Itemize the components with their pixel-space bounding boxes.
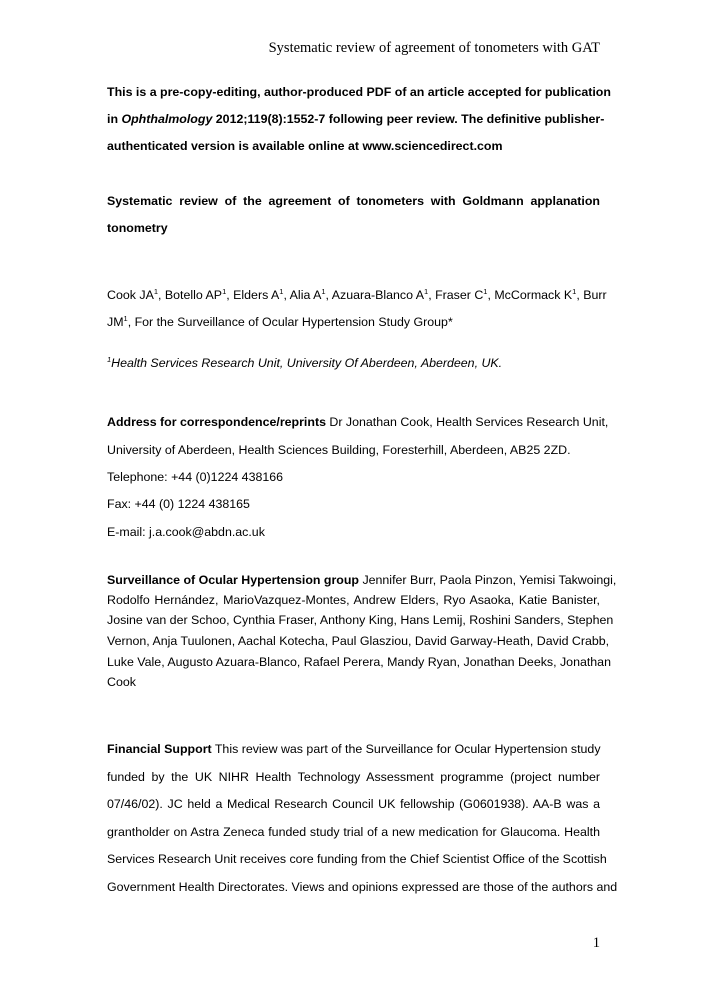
group-member-line: Luke Vale, Augusto Azuara-Blanco, Rafael Perera, Mandy Ryan, Jonathan Deeks, Jonathan: [107, 655, 611, 669]
group-member-line: Vernon, Anja Tuulonen, Aachal Kotecha, Paul Glasziou, David Garway-Heath, David Crabb,: [107, 634, 610, 648]
author-name: Cook JA: [107, 288, 154, 302]
financial-line: Services Research Unit receives core funding from the Chief Scientist Office of the Scottish: [107, 852, 607, 866]
author-list-line-1: Cook $JA^1$, Botello $AP^1$, Elders $A^1$, Alia $A^1$, Azuara-Blanco $A^1$, Fraser $C^1$, McCormack $K^1$, Burr: [107, 287, 607, 302]
journal-name: Ophthalmology: [121, 112, 213, 126]
financial-line-1: Financial Support This review was part of the Surveillance for Ocular Hypertension study: [107, 742, 601, 756]
financial-line: Government Health Directorates. Views and opinions expressed are those of the authors and: [107, 880, 618, 894]
group-label: Surveillance of Ocular Hypertension group: [107, 573, 359, 587]
correspondence-line-2: University of Aberdeen, Health Sciences Building, Foresterhill, Aberdeen, AB25 2ZD.: [107, 443, 571, 457]
author-name: McCormack K: [494, 288, 573, 302]
email: E-mail: j.a.cook@abdn.ac.uk: [107, 525, 265, 539]
telephone: Telephone: +44 (0)1224 438166: [107, 470, 284, 484]
author-name: Botello AP: [164, 288, 223, 302]
fax: Fax: +44 (0) 1224 438165: [107, 497, 250, 511]
correspondence-line-1: Address for correspondence/reprints Dr Jonathan Cook, Health Services Research Unit,: [107, 415, 609, 429]
financial-line: funded by the UK NIHR Health Technology Assessment programme (project number: [107, 770, 600, 784]
notice-line-3: authenticated version is available online at www.sciencedirect.com: [107, 139, 503, 153]
financial-line: grantholder on Astra Zeneca funded study trial of a new medication for Glaucoma. Health: [107, 825, 600, 839]
article-title-line-2: tonometry: [107, 221, 168, 235]
article-title-line-1: Systematic review of the agreement of tonometers with Goldmann applanation: [107, 194, 600, 208]
correspondence-label: Address for correspondence/reprints: [107, 415, 326, 429]
notice-line-1: This is a pre-copy-editing, author-produced PDF of an article accepted for publication: [107, 85, 611, 99]
group-line-1: Surveillance of Ocular Hypertension group Jennifer Burr, Paola Pinzon, Yemisi Takwoingi,: [107, 573, 617, 587]
author-name: Fraser C: [435, 288, 484, 302]
group-member-line: Cook: [107, 675, 136, 689]
financial-label: Financial Support: [107, 742, 212, 756]
affiliation: $^1$Health Services Research Unit, University Of Aberdeen, Aberdeen, UK.: [107, 355, 503, 370]
group-member-line: Rodolfo Hernández, MarioVazquez-Montes, Andrew Elders, Ryo Asaoka, Katie Banister,: [107, 593, 600, 607]
group-member-line: Josine van der Schoo, Cynthia Fraser, Anthony King, Hans Lemij, Roshini Sanders, Stephen: [107, 613, 614, 627]
notice-line-2: in Ophthalmology 2012;119(8):1552-7 following peer review. The definitive publisher-: [107, 112, 605, 126]
author-name: Alia A: [289, 288, 322, 302]
author-name: Burr: [583, 288, 607, 302]
page-number: 1: [592, 935, 600, 951]
author-name: Elders A: [233, 288, 280, 302]
author-list-line-2: $JM^1$, For the Surveillance of Ocular Hypertension Study Group*: [107, 314, 453, 329]
running-header: Systematic review of agreement of tonometers with GAT: [268, 40, 600, 56]
author-name: Azuara-Blanco A: [331, 288, 425, 302]
financial-line: 07/46/02). JC held a Medical Research Council UK fellowship (G0601938). AA-B was a: [107, 797, 600, 811]
